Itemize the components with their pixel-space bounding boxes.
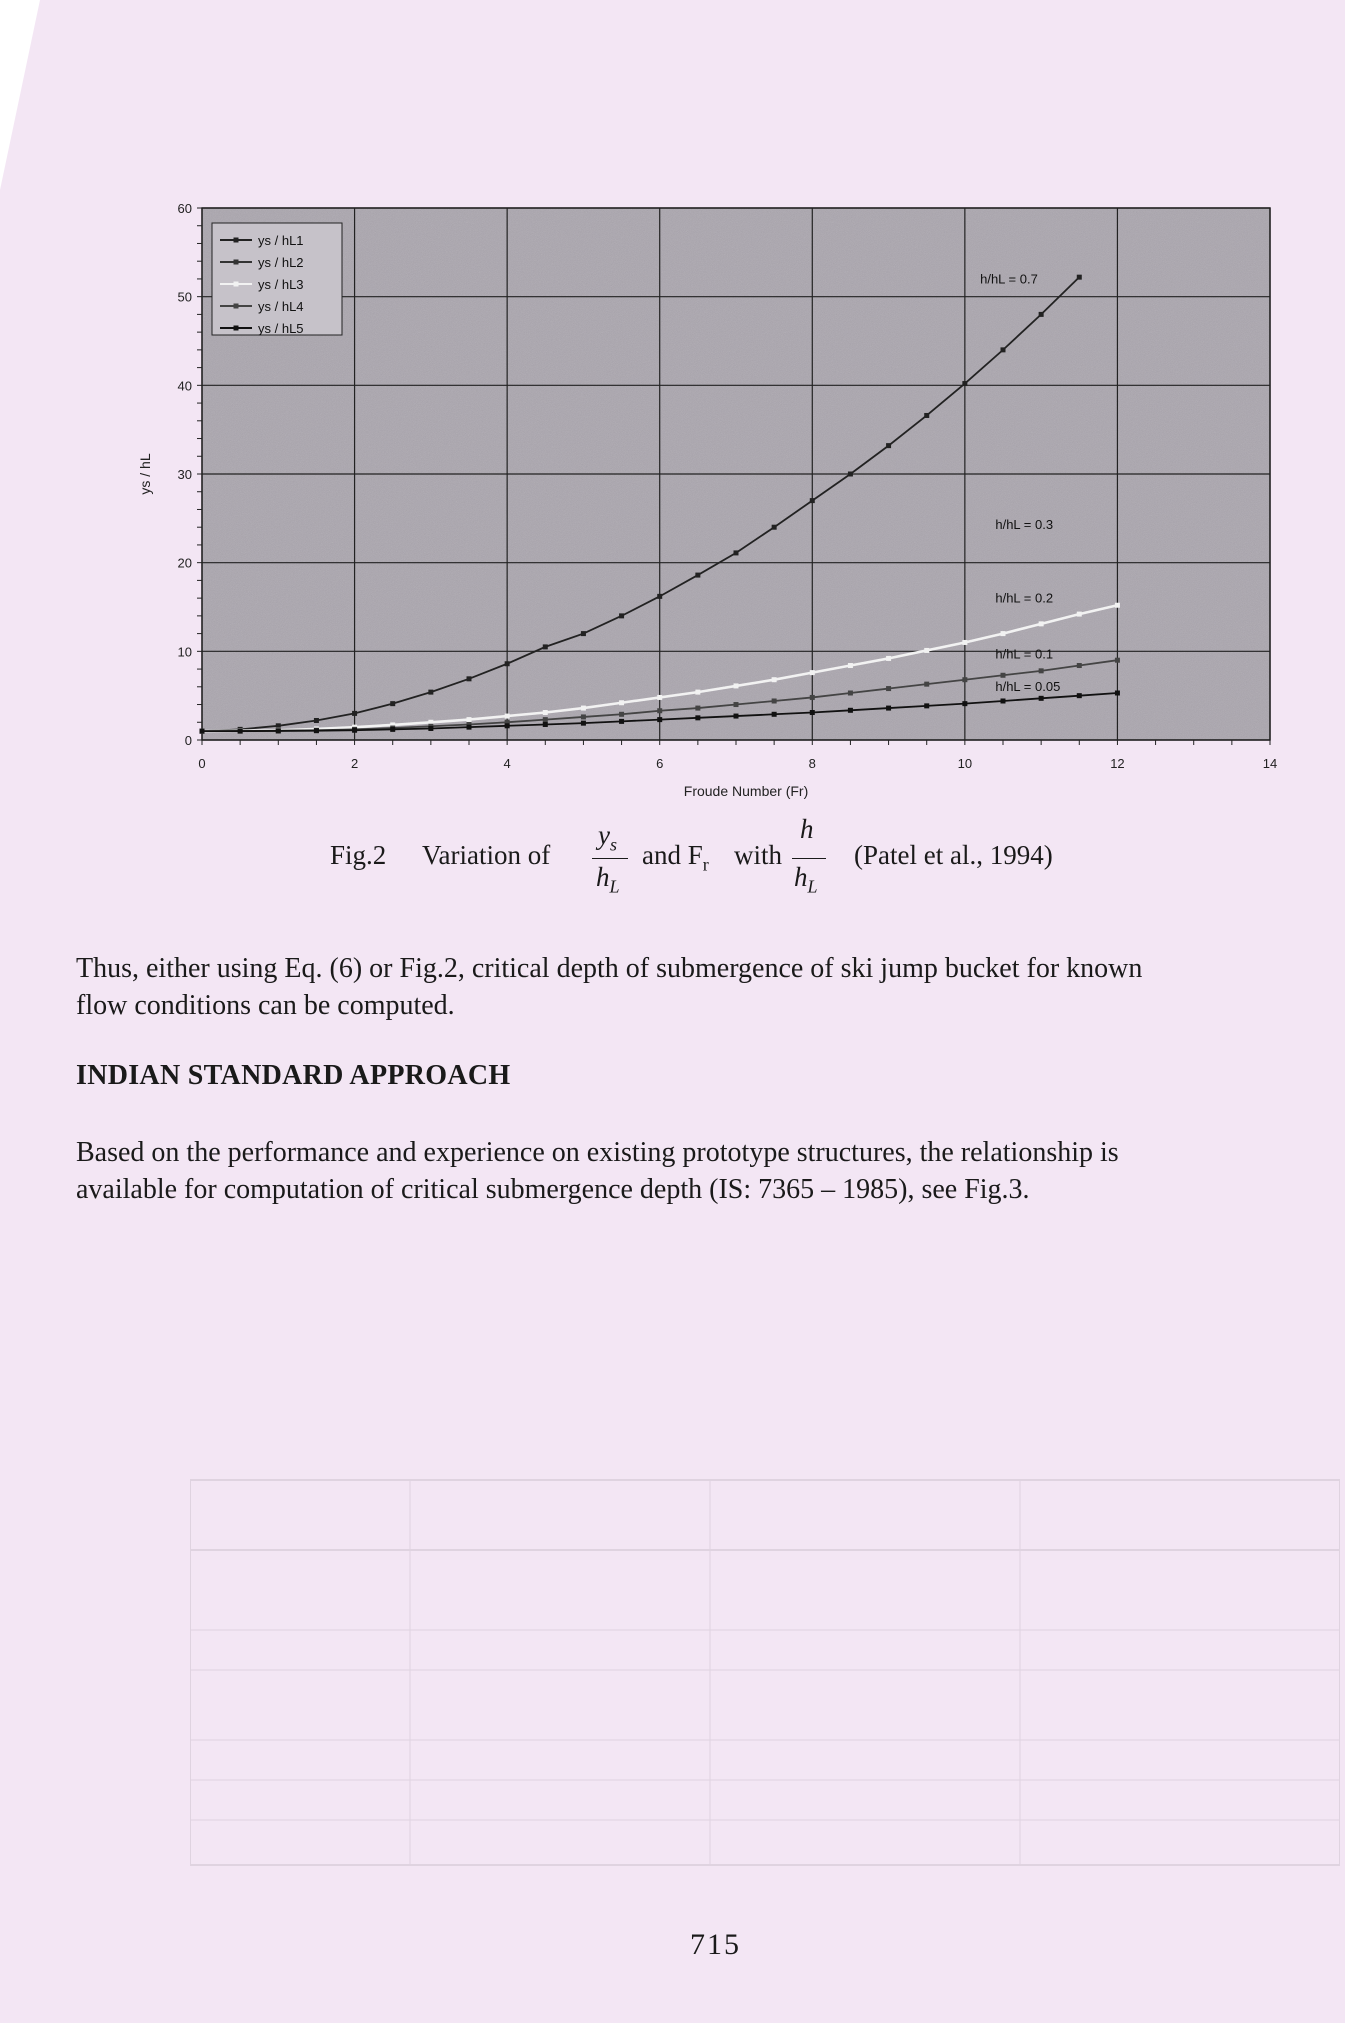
series-4-point (543, 717, 548, 722)
series-1-point (581, 631, 586, 636)
x-tick-label: 0 (198, 756, 206, 771)
series-4-point (886, 686, 891, 691)
series-1-point (352, 711, 357, 716)
paragraph-2-line-2: available for computation of critical submergence depth (IS: 7365 – 1985), see Fig.3. (76, 1174, 1030, 1205)
series-5-point (1077, 693, 1082, 698)
legend-marker-2 (234, 260, 239, 265)
y-axis-label: ys / hL (137, 453, 153, 495)
figure-caption (330, 814, 1230, 910)
series-5-point (619, 719, 624, 724)
legend-entry-2: ys / hL2 (258, 255, 304, 270)
series-4-point (695, 706, 700, 711)
series-3-point (962, 640, 967, 645)
series-5-point (543, 722, 548, 727)
series-1-point (734, 550, 739, 555)
series-5-point (428, 726, 433, 731)
series-5-point (352, 728, 357, 733)
series-1-point (695, 573, 700, 578)
series-4-point (619, 712, 624, 717)
x-tick-label: 10 (957, 756, 973, 771)
series-5-point (962, 701, 967, 706)
series-3-point (581, 706, 586, 711)
series-3-point (695, 690, 700, 695)
series-1-point (390, 701, 395, 706)
y-tick-label: 10 (177, 644, 192, 660)
caption-with: with (734, 840, 783, 870)
caption-h-numerator: h (800, 814, 814, 844)
series-3-point (505, 714, 510, 719)
chart-legend (212, 223, 342, 336)
series-4-point (924, 682, 929, 687)
series-1-point (505, 661, 510, 666)
y-tick-label: 0 (184, 733, 192, 748)
series-1-point (543, 644, 548, 649)
series-annotation-3: h/hL = 0.2 (995, 590, 1054, 606)
series-1-point (619, 613, 624, 618)
series-4-point (1039, 668, 1044, 673)
series-1-point (1077, 275, 1082, 280)
series-1-point (772, 525, 777, 530)
series-5-point (657, 717, 662, 722)
series-4-point (1077, 663, 1082, 668)
bleed-through-table (190, 1470, 1340, 1870)
legend-marker-5 (234, 326, 239, 331)
x-tick-label: 4 (503, 756, 511, 771)
caption-fig-label: Fig.2 (330, 840, 387, 870)
x-tick-label: 14 (1262, 756, 1278, 771)
chart-svg (120, 200, 1280, 810)
series-5-point (467, 725, 472, 730)
series-4-point (1001, 673, 1006, 678)
legend-marker-1 (234, 238, 239, 243)
series-annotation-1: h/hL = 0.7 (980, 271, 1038, 287)
x-tick-label: 12 (1110, 756, 1125, 771)
froude-chart (120, 200, 1280, 810)
paragraph-1-line-2: flow conditions can be computed. (76, 990, 455, 1021)
page-corner-fold (0, 0, 40, 190)
series-5-point (581, 721, 586, 726)
series-5-point (886, 706, 891, 711)
series-3-point (1115, 603, 1120, 608)
series-4-point (734, 702, 739, 707)
x-tick-label: 2 (350, 756, 359, 771)
caption-fraction-bar-1 (592, 858, 628, 859)
paragraph-2-line-1: Based on the performance and experience on existing prototype structures, the relationship is (76, 1137, 1119, 1168)
series-5-point (1039, 696, 1044, 701)
series-5-point (1115, 691, 1120, 696)
caption-fraction-bar-2 (792, 858, 826, 859)
series-1-point (924, 413, 929, 418)
series-annotation-2: h/hL = 0.3 (995, 516, 1054, 532)
series-3-point (467, 717, 472, 722)
series-5-point (505, 723, 510, 728)
y-tick-label: 50 (177, 289, 192, 305)
series-1-point (886, 443, 891, 448)
series-5-point (276, 728, 281, 733)
caption-ys-numerator: $y_s$ (598, 820, 617, 855)
series-3-point (848, 663, 853, 668)
series-4-point (848, 691, 853, 696)
series-4-point (581, 714, 586, 719)
caption-citation: (Patel et al., 1994) (854, 840, 1053, 870)
page-number: 715 (690, 1928, 741, 1961)
legend-entry-4: ys / hL4 (258, 299, 304, 314)
y-tick-label: 30 (177, 467, 192, 482)
series-1-point (848, 472, 853, 477)
series-5-point (390, 727, 395, 732)
series-1-point (1039, 312, 1044, 317)
series-1-point (962, 381, 967, 386)
section-heading: INDIAN STANDARD APPROACH (76, 1060, 511, 1091)
series-annotation-4: h/hL = 0.1 (995, 646, 1054, 662)
caption-and-fr: and $F_r$ (642, 840, 709, 875)
series-4-point (962, 677, 967, 682)
series-5-point (200, 729, 205, 734)
series-1-point (428, 690, 433, 695)
series-3-point (657, 695, 662, 700)
series-5-point (238, 729, 243, 734)
series-1-point (314, 718, 319, 723)
series-1-point (276, 723, 281, 728)
series-3-point (924, 648, 929, 653)
x-tick-label: 8 (808, 756, 816, 771)
legend-entry-3: ys / hL3 (258, 277, 304, 292)
series-1-point (1001, 347, 1006, 352)
series-5-point (924, 703, 929, 708)
series-1-point (467, 676, 472, 681)
series-5-point (772, 712, 777, 717)
y-tick-label: 20 (177, 555, 192, 571)
legend-entry-1: ys / hL1 (258, 233, 304, 248)
series-4-point (810, 695, 815, 700)
caption-variation-of: Variation of (422, 840, 551, 870)
series-3-point (810, 670, 815, 675)
series-5-point (734, 714, 739, 719)
series-3-point (772, 677, 777, 682)
series-annotation-5: h/hL = 0.05 (995, 679, 1061, 695)
legend-entry-5: ys / hL5 (258, 321, 304, 336)
series-3-point (886, 656, 891, 661)
paragraph-2 (76, 1134, 1345, 1208)
legend-marker-3 (234, 282, 239, 287)
series-5-point (848, 708, 853, 713)
series-1-point (657, 594, 662, 599)
series-5-point (695, 715, 700, 720)
series-3-point (1001, 631, 1006, 636)
x-tick-label: 6 (656, 756, 664, 771)
y-tick-label: 60 (177, 201, 192, 216)
legend-marker-4 (234, 304, 239, 309)
series-3-point (543, 710, 548, 715)
series-4-point (1115, 658, 1120, 663)
series-3-point (619, 700, 624, 705)
series-3-point (1039, 621, 1044, 626)
series-4-point (772, 698, 777, 703)
series-3-point (734, 683, 739, 688)
y-tick-label: 40 (177, 378, 192, 394)
series-5-point (1001, 698, 1006, 703)
paragraph-1-line-1: Thus, either using Eq. (6) or Fig.2, critical depth of submergence of ski jump bucket for known (76, 953, 1143, 984)
series-1-point (810, 498, 815, 503)
caption-hl-denominator: $h_L$ (596, 862, 620, 897)
series-3-point (1077, 612, 1082, 617)
series-5-point (314, 728, 319, 733)
paragraph-1 (76, 950, 1345, 1024)
series-5-point (810, 710, 815, 715)
series-4-point (657, 708, 662, 713)
caption-hl2-denominator: $h_L$ (794, 862, 818, 897)
x-axis-label: Froude Number (Fr) (683, 783, 809, 799)
